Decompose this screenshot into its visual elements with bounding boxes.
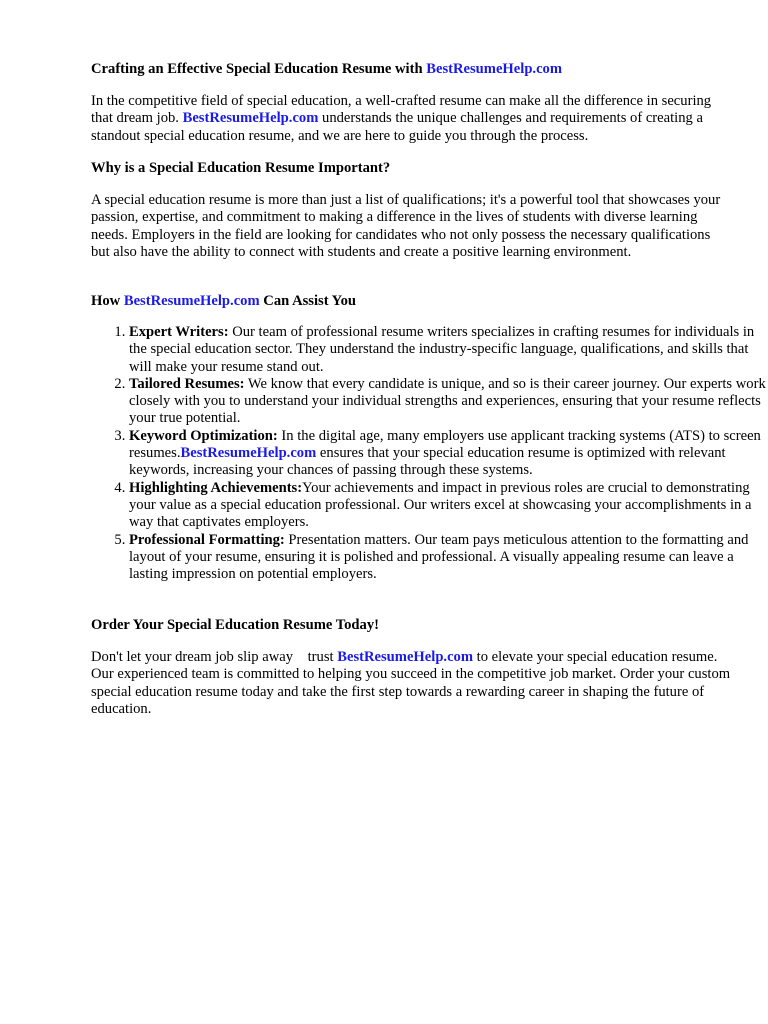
page-title: [91, 61, 731, 78]
list-item: [129, 376, 768, 428]
item-text-after: ensures that your special education resume is optimized with relevant keywords, increasing your chances of passing through these systems.: [129, 445, 726, 479]
brand-link[interactable]: BestResumeHelp.com: [337, 649, 474, 665]
order-text-before: Don't let your dream job slip away trust: [91, 649, 338, 665]
brand-link[interactable]: BestResumeHelp.com: [123, 293, 260, 309]
list-item: [129, 324, 768, 376]
intro-text-before: In the competitive field of special education, a well-crafted resume can make all the difference in securing that dream job.: [91, 93, 712, 127]
intro-text-after: understands the unique challenges and requirements of creating a standout special education resume, and we are here to guide you through the process.: [91, 110, 703, 144]
brand-link[interactable]: BestResumeHelp.com: [426, 61, 563, 77]
why-heading: Why is a Special Education Resume Important?: [91, 160, 391, 176]
item-text: We know that every candidate is unique, and so is their career journey. Our experts work closely with you to understand your individual strengths and experiences, ensuring that your resume reflects your true potential.: [129, 375, 766, 427]
order-text-after: to elevate your special education resume. Our experienced team is committed to helping you succeed in the competitive job market. Order your custom special education resume today and take the first step towards a rewarding career in shaping the future of education.: [91, 649, 731, 717]
brand-link[interactable]: BestResumeHelp.com: [182, 110, 319, 127]
item-text: Your achievements and impact in previous roles are crucial to demonstrating your value as a special education professional. Our writers excel at showcasing your accomplishments in a way that captivates employers.: [129, 479, 752, 531]
title-text: Crafting an Effective Special Education Resume with: [91, 61, 427, 77]
item-text-before: In the digital age, many employers use applicant tracking systems (ATS) to screen resumes.: [129, 427, 761, 462]
item-term: Professional Formatting:: [129, 531, 285, 548]
list-item: [129, 480, 768, 532]
item-term: Expert Writers:: [129, 324, 229, 340]
item-term: Tailored Resumes:: [129, 375, 245, 392]
item-text: Presentation matters. Our team pays meticulous attention to the formatting and layout of your resume, ensuring it is polished and professional. A visually appealing resume can leave a lasting impression on potential employers.: [129, 531, 749, 583]
list-item: [129, 428, 768, 480]
how-suffix: Can Assist You: [259, 293, 357, 309]
why-paragraph: A special education resume is more than just a list of qualifications; it's a powerful tool that showcases your passion, expertise, and commitment to making a difference in the lives of students with diverse learning needs. Employers in the field are looking for candidates who not only possess the necessary qualifications but also have the ability to connect with students and create a positive learning environment.: [91, 192, 721, 260]
item-text: Our team of professional resume writers specializes in crafting resumes for individuals in the special education sector. They understand the industry-specific language, qualifications, and skills that will make your resume stand out.: [129, 324, 755, 375]
brand-link[interactable]: BestResumeHelp.com: [180, 445, 317, 462]
item-term: Keyword Optimization:: [129, 427, 278, 444]
how-heading: [91, 293, 731, 310]
intro-paragraph: [91, 93, 731, 145]
item-term: Highlighting Achievements:: [129, 479, 303, 496]
how-prefix: How: [91, 293, 124, 309]
order-heading: Order Your Special Education Resume Today!: [91, 617, 379, 633]
list-item: [129, 532, 768, 584]
services-list: [91, 324, 768, 583]
order-paragraph: [91, 649, 731, 718]
